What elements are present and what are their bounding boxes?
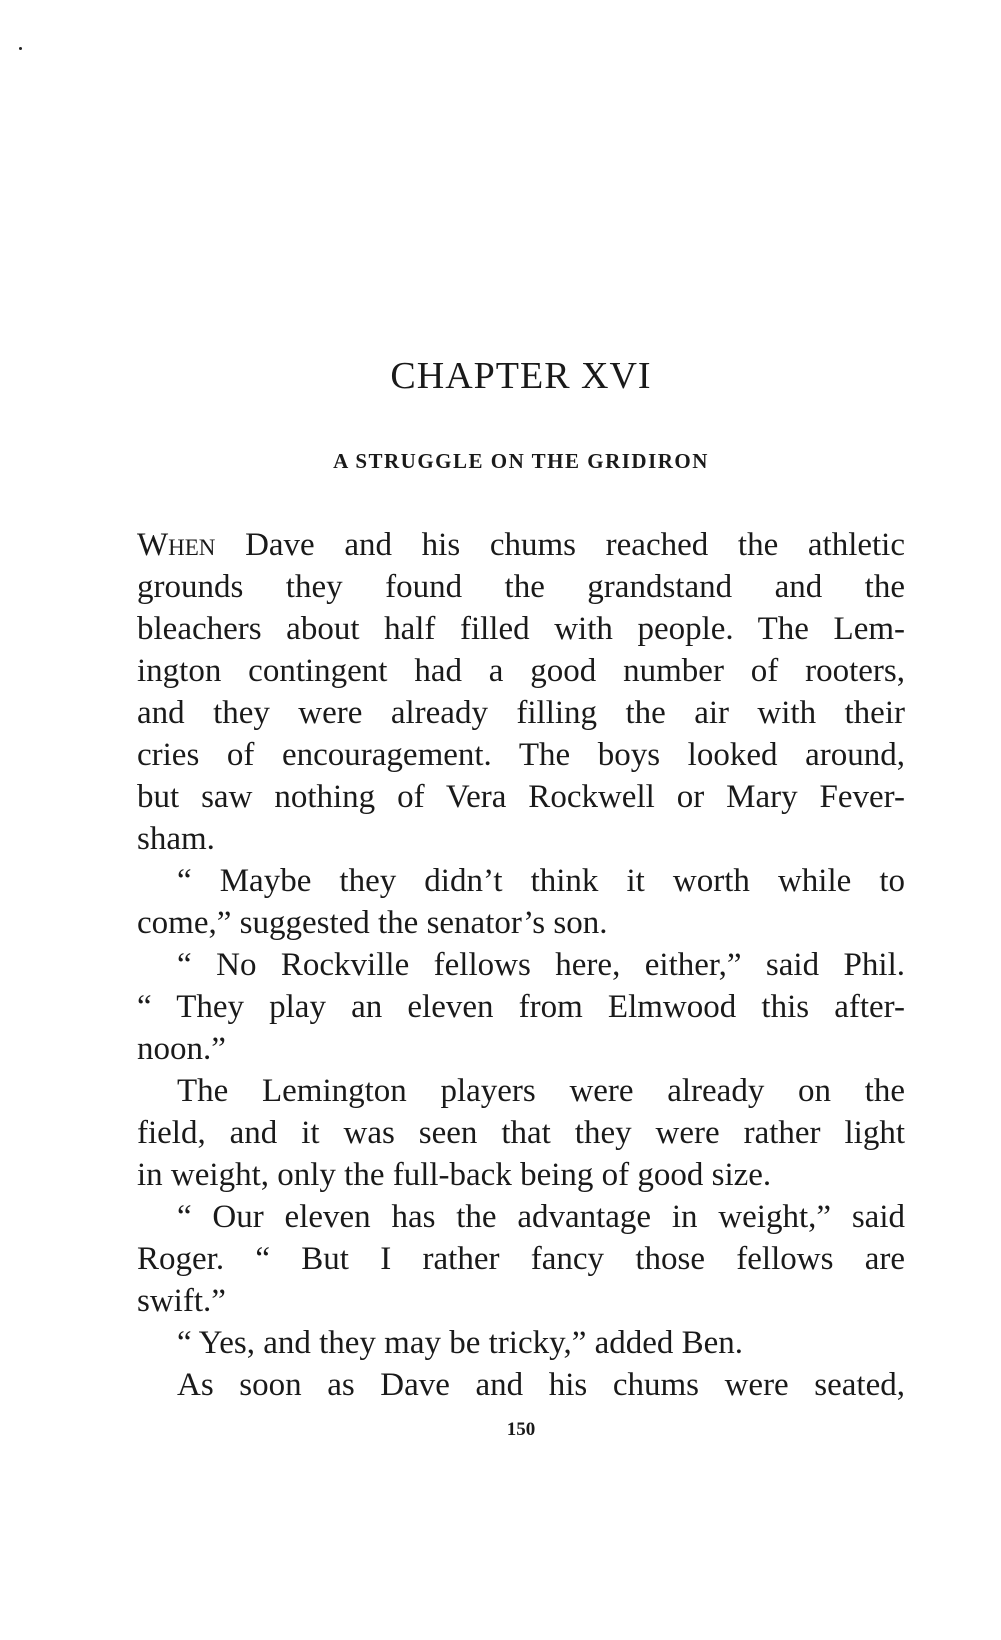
text-line: but saw nothing of Vera Rockwell or Mary Fever- [137,779,905,815]
chapter-subtitle: A STRUGGLE ON THE GRIDIRON [333,449,709,473]
text-line: noon.” [137,1031,226,1067]
text-line: As soon as Dave and his chums were seated, [177,1367,905,1403]
text-line: “ No Rockville fellows here, either,” said Phil. [177,947,905,983]
text-line: Roger. “ But I rather fancy those fellows are [137,1241,905,1277]
text-line [137,524,905,566]
text-line: “ They play an eleven from Elmwood this after- [137,989,905,1025]
text-line: in weight, only the full-back being of good size. [137,1157,772,1193]
text-line: “ Yes, and they may be tricky,” added Ben. [177,1325,744,1361]
text-line: “ Our eleven has the advantage in weight,” said [177,1199,905,1235]
text-line: ington contingent had a good number of rooters, [137,653,905,689]
text-line: grounds they found the grandstand and the [137,569,905,605]
text-line: field, and it was seen that they were rather light [137,1115,905,1151]
text-line: come,” suggested the senator’s son. [137,905,608,941]
scan-speck [19,47,22,50]
page-number: 150 [506,1419,536,1440]
text-line: and they were already filling the air with their [137,695,905,731]
line-content: Dave and his chums reached the athletic [215,527,905,563]
text-line: bleachers about half filled with people. The Lem- [137,611,905,647]
text-line: “ Maybe they didn’t think it worth while to [177,863,905,899]
text-line: The Lemington players were already on the [177,1073,905,1109]
body-text [137,524,905,1406]
text-line: sham. [137,821,215,857]
opening-word: When [137,527,216,563]
text-line: cries of encouragement. The boys looked around, [137,737,905,773]
chapter-title: CHAPTER XVI [390,355,652,397]
text-line: swift.” [137,1283,226,1319]
